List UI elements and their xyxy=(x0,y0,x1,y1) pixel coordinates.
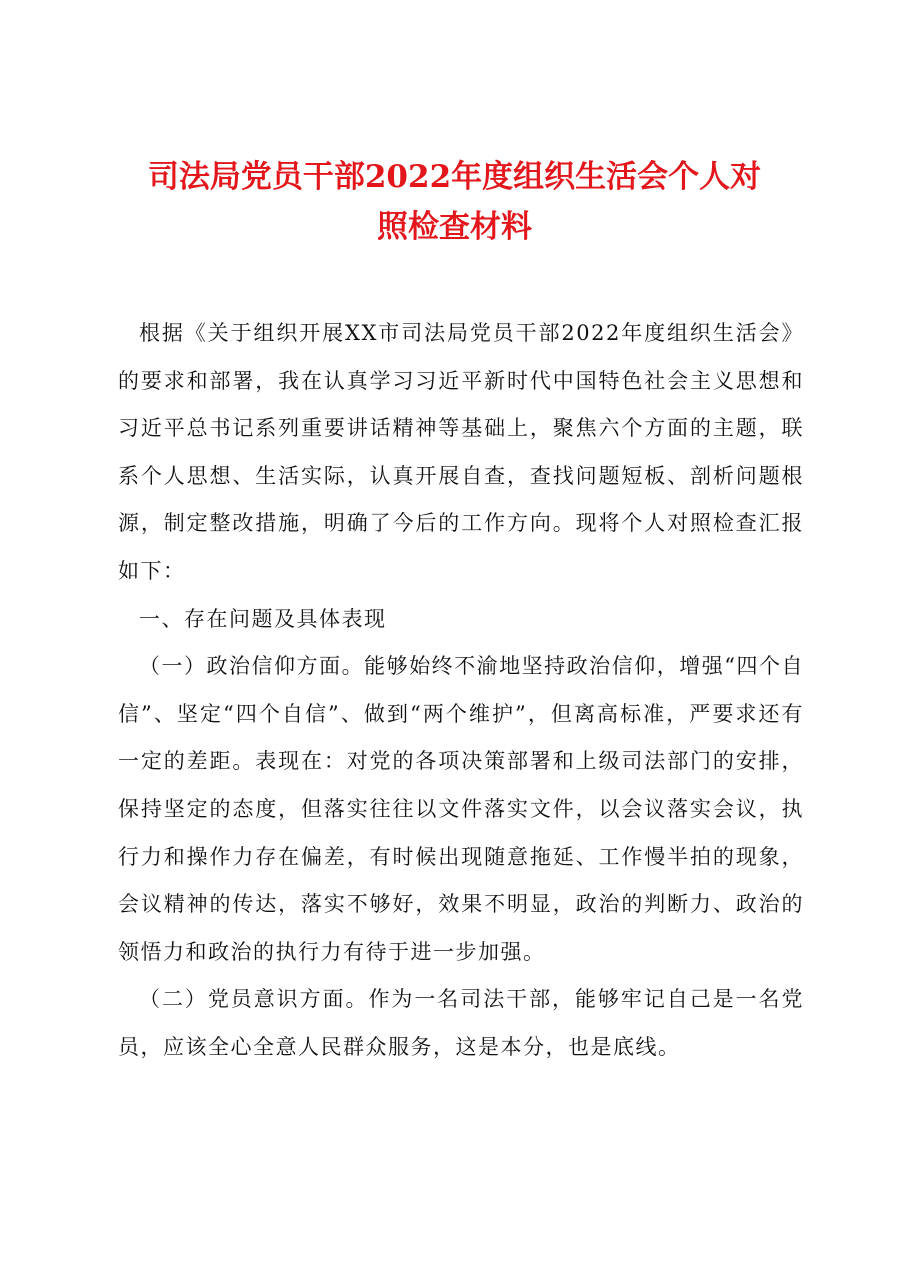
document-title xyxy=(110,152,799,252)
title-line-1: 司法局党员干部2022年度组织生活会个人对 xyxy=(147,159,762,195)
title-line-2: 照检查材料 xyxy=(377,209,532,245)
section-heading: 一、存在问题及具体表现 xyxy=(139,606,387,631)
intro-paragraph: 根据《关于组织开展XX市司法局党员干部2022年度组织生活会》的要求和部署，我在认真学习习近平新时代中国特色社会主义思想和习近平总书记系列重要讲话精神等基础上，聚焦六个方面的主题，联系个人思想、生活实际，认真开展自查，查找问题短板、剖析问题根源，制定整改措施，明确了今后的工作方向。现将个人对照检查汇报如下： xyxy=(118,321,804,583)
subsection-paragraph-2: （二）党员意识方面。作为一名司法干部，能够牢记自己是一名党员，应该全心全意人民群众服务，这是本分，也是底线。 xyxy=(118,987,804,1059)
subsection-paragraph-1: （一）政治信仰方面。能够始终不渝地坚持政治信仰，增强“四个自信”、坚定“四个自信”、做到“两个维护”，但离高标准，严要求还有一定的差距。表现在：对党的各项决策部署和上级司法部门的安排，保持坚定的态度，但落实往往以文件落实文件，以会议落实会议，执行力和操作力存在偏差，有时候出现随意拖延、工作慢半拍的现象，会议精神的传达，落实不够好，效果不明显，政治的判断力、政治的领悟力和政治的执行力有待于进一步加强。 xyxy=(118,654,804,964)
document-body xyxy=(118,310,804,1072)
